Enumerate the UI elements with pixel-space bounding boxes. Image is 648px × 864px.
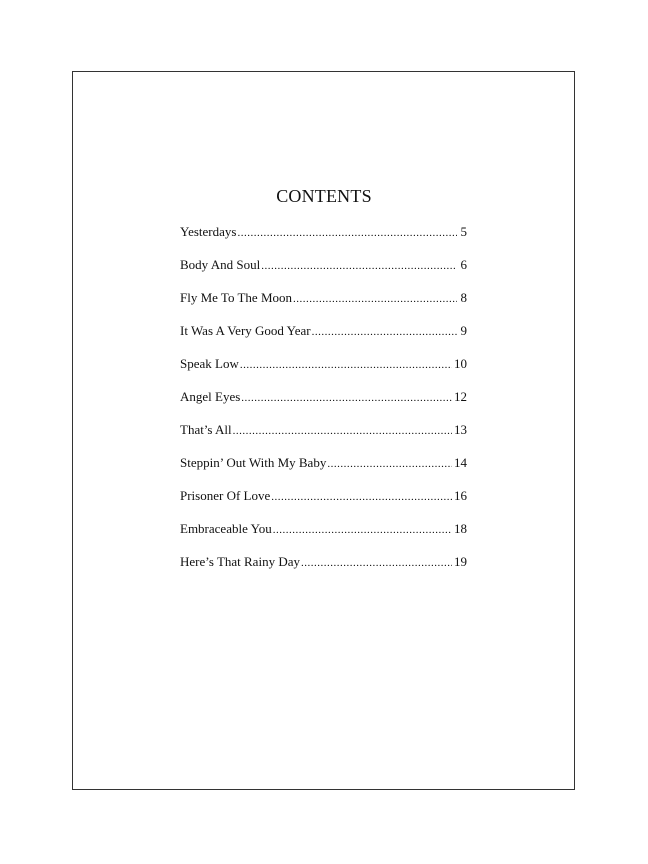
toc-entry-title: Angel Eyes	[180, 389, 241, 404]
toc-dot-leader	[237, 224, 457, 242]
toc-entry-title: Speak Low	[180, 356, 239, 371]
toc-entry	[180, 322, 467, 355]
toc-dot-leader	[301, 554, 452, 572]
toc-entry-page: 10	[454, 356, 467, 371]
toc-entry-page: 16	[454, 488, 467, 503]
toc-entry	[180, 553, 467, 586]
toc-entry-title: Fly Me To The Moon	[180, 290, 293, 305]
toc-entry-title: Yesterdays	[180, 224, 237, 239]
table-of-contents	[180, 223, 467, 586]
toc-entry-page: 9	[460, 323, 467, 338]
toc-entry	[180, 388, 467, 421]
toc-dot-leader	[241, 389, 452, 407]
toc-entry-page: 13	[454, 422, 467, 437]
toc-entry	[180, 289, 467, 322]
toc-entry	[180, 454, 467, 487]
toc-entry-title: Steppin’ Out With My Baby	[180, 455, 327, 470]
toc-entry-page: 8	[460, 290, 467, 305]
toc-entry	[180, 256, 467, 289]
toc-entry-title: Embraceable You	[180, 521, 272, 536]
toc-dot-leader	[312, 323, 457, 341]
toc-entry	[180, 355, 467, 388]
toc-entry-title: That’s All	[180, 422, 232, 437]
toc-dot-leader	[233, 422, 452, 440]
toc-entry-title: Here’s That Rainy Day	[180, 554, 300, 569]
toc-entry	[180, 520, 467, 553]
toc-entry-title: It Was A Very Good Year	[180, 323, 311, 338]
toc-dot-leader	[261, 257, 457, 275]
toc-dot-leader	[273, 521, 452, 539]
contents-heading: CONTENTS	[276, 186, 372, 206]
toc-entry-page: 5	[460, 224, 467, 239]
toc-dot-leader	[293, 290, 457, 308]
toc-entry-page: 19	[454, 554, 467, 569]
toc-entry-page: 18	[454, 521, 467, 536]
toc-dot-leader	[327, 455, 452, 473]
toc-entry-title: Body And Soul	[180, 257, 261, 272]
toc-entry	[180, 223, 467, 256]
toc-dot-leader	[240, 356, 452, 374]
toc-entry-title: Prisoner Of Love	[180, 488, 271, 503]
toc-entry-page: 6	[460, 257, 467, 272]
toc-entry	[180, 487, 467, 520]
toc-entry-page: 12	[454, 389, 467, 404]
toc-dot-leader	[271, 488, 452, 506]
toc-entry-page: 14	[454, 455, 467, 470]
toc-entry	[180, 421, 467, 454]
